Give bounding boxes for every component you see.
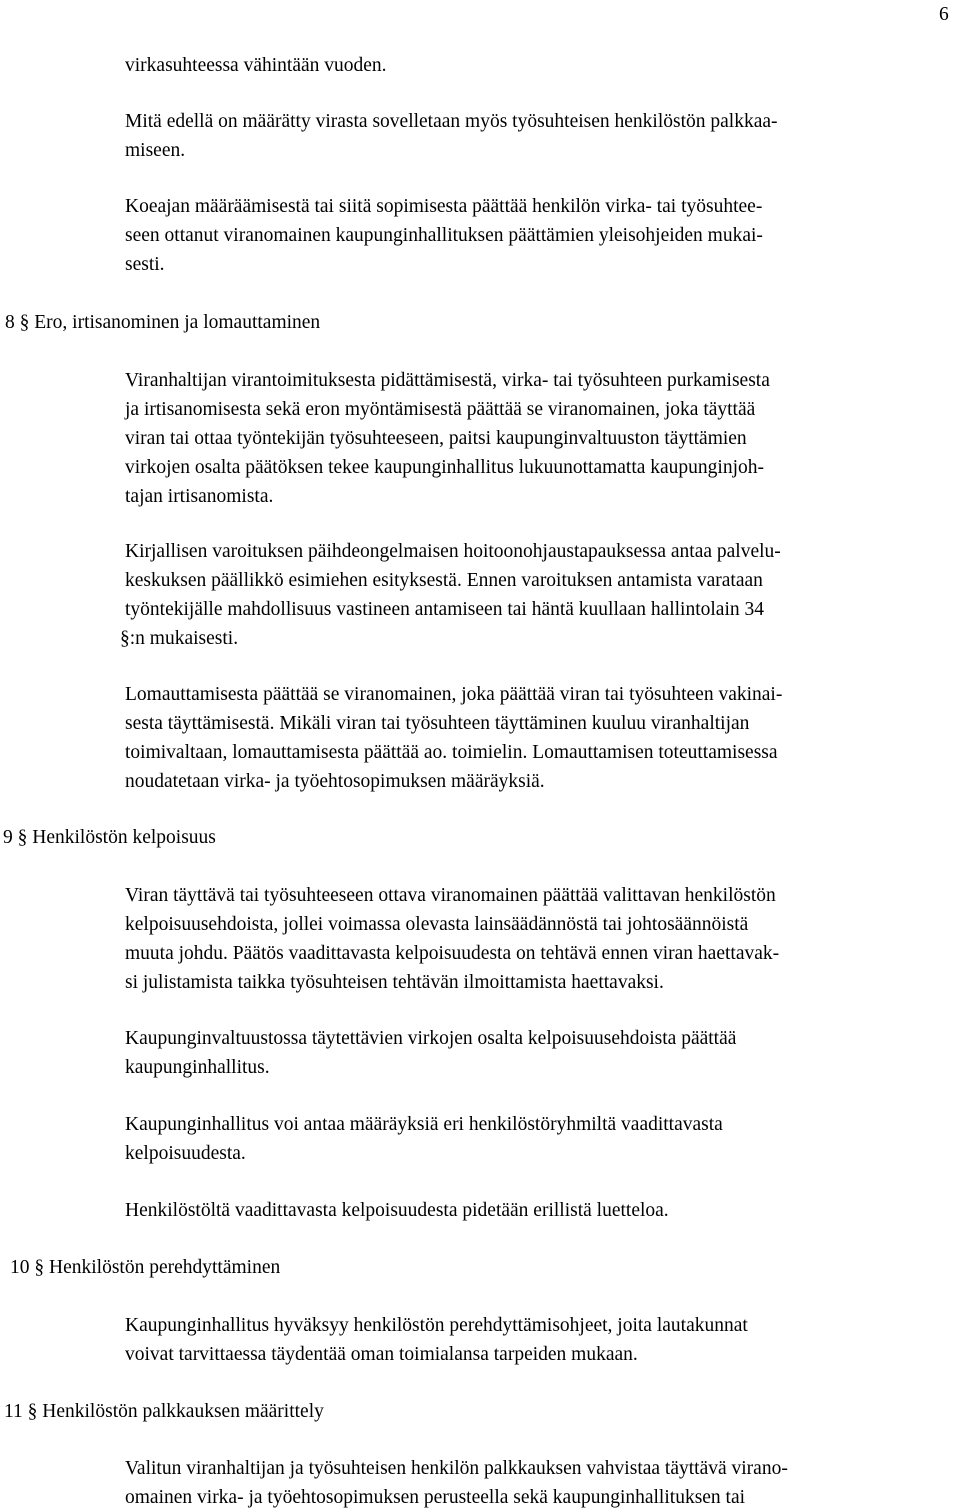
paragraph: [125, 680, 955, 796]
text-line: virkojen osalta päätöksen tekee kaupunginhallitus lukuunottamatta kaupunginjoh-: [125, 457, 765, 478]
text-line: tajan irtisanomista.: [125, 486, 274, 507]
text-line: Viran täyttävä tai työsuhteeseen ottava viranomainen päättää valittavan henkilöstön: [125, 885, 776, 906]
text-line: sesta täyttämisestä. Mikäli viran tai työsuhteen täyttäminen kuuluu viranhaltijan: [125, 713, 750, 734]
text-line: työntekijälle mahdollisuus vastineen antamiseen tai häntä kuullaan hallintolain 34: [125, 599, 765, 620]
text-line: Kirjallisen varoituksen päihdeongelmaisen hoitoonohjaustapauksessa antaa palvelu-: [125, 541, 781, 562]
text-line: omainen virka- ja työehtosopimuksen perusteella sekä kaupunginhallituksen tai: [125, 1487, 746, 1508]
text-line: kelpoisuusehdoista, jollei voimassa olevasta lainsäädännöstä tai johtosäännöistä: [125, 914, 749, 935]
text-line: Viranhaltijan virantoimituksesta pidättämisestä, virka- tai työsuhteen purkamisesta: [125, 370, 770, 391]
paragraph: [125, 1454, 955, 1512]
text-line: viran tai ottaa työntekijän työsuhteeseen, paitsi kaupunginvaltuuston täyttämien: [125, 428, 747, 449]
paragraph: [125, 1024, 955, 1082]
text-line: Koeajan määräämisestä tai siitä sopimisesta päättää henkilön virka- tai työsuhtee-: [125, 196, 763, 217]
text-line: voivat tarvittaessa täydentää oman toimialansa tarpeiden mukaan.: [125, 1344, 638, 1365]
paragraph: [120, 537, 955, 653]
text-line: Kaupunginhallitus hyväksyy henkilöstön perehdyttämisohjeet, joita lautakunnat: [125, 1315, 748, 1336]
text-line: §:n mukaisesti.: [120, 628, 239, 649]
text-line: noudatetaan virka- ja työehtosopimuksen määräyksiä.: [125, 771, 545, 792]
text-line: si julistamista taikka työsuhteisen tehtävän ilmoittamista haettavaksi.: [125, 972, 664, 993]
text-line: keskuksen päällikkö esimiehen esityksestä. Ennen varoituksen antamista varataan: [125, 570, 763, 591]
section-heading: 9 § Henkilöstön kelpoisuus: [3, 827, 216, 848]
section-heading: 10 § Henkilöstön perehdyttäminen: [10, 1257, 281, 1278]
text-line: virkasuhteessa vähintään vuoden.: [125, 55, 387, 76]
text-line: kelpoisuudesta.: [125, 1143, 246, 1164]
paragraph: [125, 51, 955, 80]
section-heading: 11 § Henkilöstön palkkauksen määrittely: [4, 1401, 324, 1422]
text-line: miseen.: [125, 140, 186, 161]
paragraph: [125, 366, 955, 511]
text-line: ja irtisanomisesta sekä eron myöntämisestä päättää se viranomainen, joka täyttää: [125, 399, 756, 420]
text-line: Mitä edellä on määrätty virasta sovelletaan myös työsuhteisen henkilöstön palkkaa-: [125, 111, 778, 132]
text-line: kaupunginhallitus.: [125, 1057, 270, 1078]
text-line: toimivaltaan, lomauttamisesta päättää ao. toimielin. Lomauttamisen toteuttamisessa: [125, 742, 778, 763]
paragraph: [125, 192, 955, 279]
text-line: Valitun viranhaltijan ja työsuhteisen henkilön palkkauksen vahvistaa täyttävä virano-: [125, 1458, 788, 1479]
text-line: Kaupunginhallitus voi antaa määräyksiä eri henkilöstöryhmiltä vaadittavasta: [125, 1114, 723, 1135]
text-line: Lomauttamisesta päättää se viranomainen, joka päättää viran tai työsuhteen vakinai-: [125, 684, 783, 705]
text-line: Henkilöstöltä vaadittavasta kelpoisuudesta pidetään erillistä luetteloa.: [125, 1200, 669, 1221]
paragraph: [125, 881, 955, 997]
text-line: seen ottanut viranomainen kaupunginhallituksen päättämien yleisohjeiden mukai-: [125, 225, 763, 246]
text-line: muuta johdu. Päätös vaadittavasta kelpoisuudesta on tehtävä ennen viran haettavak-: [125, 943, 780, 964]
section-heading: 8 § Ero, irtisanominen ja lomauttaminen: [5, 312, 321, 333]
text-line: sesti.: [125, 254, 165, 275]
paragraph: [125, 1311, 955, 1369]
paragraph: [125, 1110, 955, 1168]
paragraph: [125, 107, 955, 165]
paragraph: [125, 1196, 955, 1225]
text-line: Kaupunginvaltuustossa täytettävien virkojen osalta kelpoisuusehdoista päättää: [125, 1028, 737, 1049]
page-number: 6: [939, 4, 949, 25]
